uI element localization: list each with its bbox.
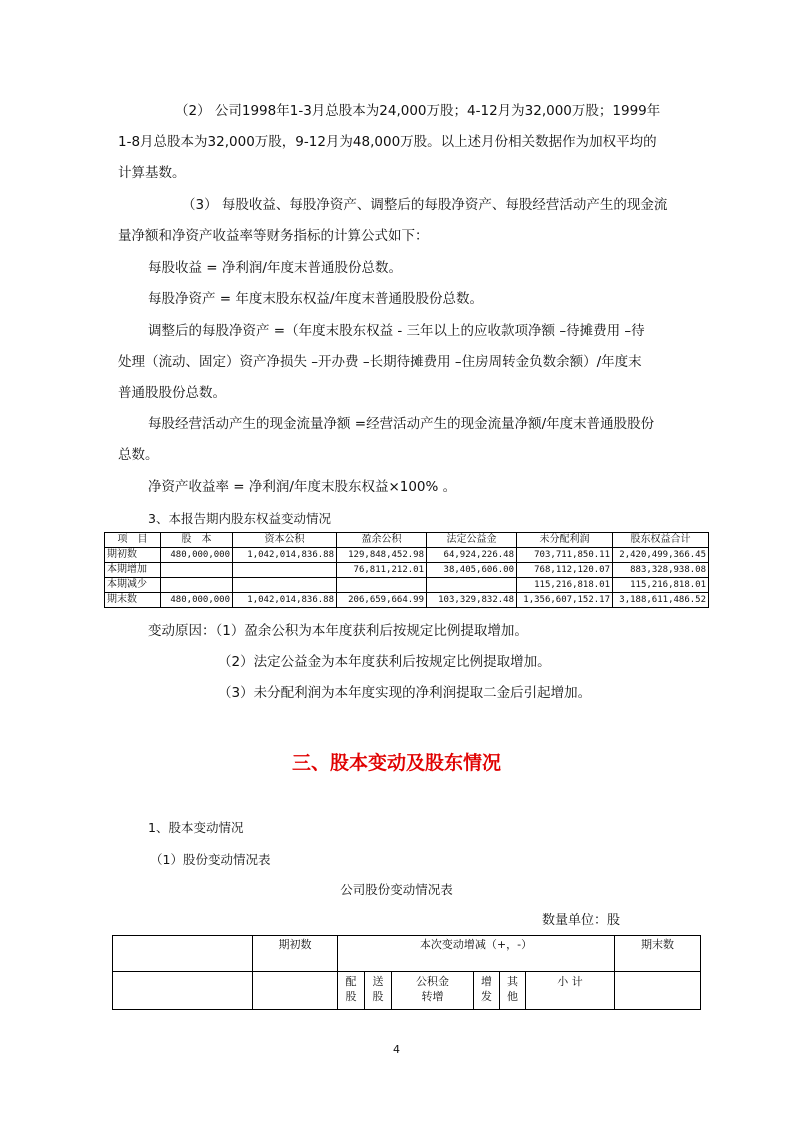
header-cell: 法定公益金 — [427, 533, 517, 548]
table-header-row — [105, 533, 709, 548]
subsection-table-label: （1）股份变动情况表 — [150, 852, 271, 867]
row-label: 期初数 — [105, 548, 161, 563]
formula-cashflow-2: 总数。 — [118, 447, 159, 463]
table-cell: 76,811,212.01 — [337, 563, 427, 578]
subheader-cell-empty — [113, 972, 253, 1010]
formula-roe: 净资产收益率 = 净利润/年度末股东权益×100% 。 — [148, 479, 457, 495]
table-cell: 115,216,818.01 — [613, 578, 709, 593]
section-heading: 三、股本变动及股东情况 — [291, 752, 501, 774]
table-cell: 1,356,607,152.17 — [517, 593, 613, 608]
formula-cashflow-1: 每股经营活动产生的现金流量净额 =经营活动产生的现金流量净额/年度末普通股股份 — [148, 416, 655, 432]
header-change: 本次变动增减（+，-） — [338, 936, 615, 972]
formula-adj-nav-3: 普通股股份总数。 — [118, 385, 226, 401]
table-cell — [161, 578, 233, 593]
reason-3: （3）未分配利润为本年度实现的净利润提取二金后引起增加。 — [218, 685, 592, 701]
table-cell — [161, 563, 233, 578]
subheader-songgu: 送 股 — [365, 972, 392, 1010]
table-row — [105, 593, 709, 608]
row-label: 本期增加 — [105, 563, 161, 578]
subheader-gongjijin: 公积金 转增 — [392, 972, 474, 1010]
subsection-title: 1、股本变动情况 — [148, 820, 244, 835]
header-cell: 股东权益合计 — [613, 533, 709, 548]
equity-change-table — [104, 532, 709, 608]
table-cell: 480,000,000 — [161, 548, 233, 563]
table-cell: 64,924,226.48 — [427, 548, 517, 563]
share-change-table — [112, 935, 701, 1010]
formula-nav: 每股净资产 = 年度末股东权益/年度末普通股股份总数。 — [148, 291, 483, 307]
table-cell: 768,112,120.07 — [517, 563, 613, 578]
header-begin: 期初数 — [253, 936, 338, 972]
table-cell: 38,405,606.00 — [427, 563, 517, 578]
para-share-base-3: 计算基数。 — [118, 165, 186, 181]
page-number: 4 — [393, 1043, 400, 1056]
table-cell: 703,711,850.11 — [517, 548, 613, 563]
header-cell: 盈余公积 — [337, 533, 427, 548]
table-cell: 206,659,664.99 — [337, 593, 427, 608]
subheader-cell-empty — [615, 972, 701, 1010]
table-cell — [427, 578, 517, 593]
header-end: 期末数 — [615, 936, 701, 972]
table-cell — [233, 578, 337, 593]
subheader-subtotal: 小 计 — [526, 972, 615, 1010]
table-cell: 115,216,818.01 — [517, 578, 613, 593]
subheader-peigu: 配 股 — [338, 972, 365, 1010]
subheader-other: 其 他 — [500, 972, 526, 1010]
header-cell: 资本公积 — [233, 533, 337, 548]
formula-adj-nav-1: 调整后的每股净资产 =（年度末股东权益 - 三年以上的应收款项净额 –待摊费用 –待 — [148, 323, 645, 339]
table-row — [105, 578, 709, 593]
table-cell — [233, 563, 337, 578]
table-cell: 883,328,938.08 — [613, 563, 709, 578]
reason-1: 变动原因：（1）盈余公积为本年度获利后按规定比例提取增加。 — [148, 623, 528, 639]
table-cell: 2,420,499,366.45 — [613, 548, 709, 563]
table-title: 公司股份变动情况表 — [340, 882, 453, 897]
table-subheader-row — [113, 972, 701, 1010]
subheader-cell-empty — [253, 972, 338, 1010]
header-cell: 项 目 — [105, 533, 161, 548]
para-formula-intro-1: （3） 每股收益、每股净资产、调整后的每股净资产、每股经营活动产生的现金流 — [182, 197, 668, 213]
subheader-zengfa: 增 发 — [474, 972, 500, 1010]
table-cell: 3,188,611,486.52 — [613, 593, 709, 608]
table-cell — [337, 578, 427, 593]
table-cell: 103,329,832.48 — [427, 593, 517, 608]
para-formula-intro-2: 量净额和净资产收益率等财务指标的计算公式如下： — [118, 228, 429, 244]
table-cell: 1,042,014,836.88 — [233, 593, 337, 608]
header-cell: 未分配利润 — [517, 533, 613, 548]
header-cell: 股 本 — [161, 533, 233, 548]
table-cell: 480,000,000 — [161, 593, 233, 608]
row-label: 本期减少 — [105, 578, 161, 593]
para-share-base-2: 1-8月总股本为32,000万股，9-12月为48,000万股。以上述月份相关数据作为加权平均的 — [118, 134, 657, 150]
table-header-row — [113, 936, 701, 972]
formula-adj-nav-2: 处理（流动、固定）资产净损失 –开办费 –长期待摊费用 –住房周转金负数余额）/年度末 — [118, 354, 642, 370]
para-share-base-1: （2） 公司1998年1-3月总股本为24,000万股；4-12月为32,000万股；1999年 — [175, 103, 661, 119]
table-cell: 129,848,452.98 — [337, 548, 427, 563]
header-cell-empty — [113, 936, 253, 972]
reason-2: （2）法定公益金为本年度获利后按规定比例提取增加。 — [218, 654, 551, 670]
table-row — [105, 548, 709, 563]
formula-eps: 每股收益 = 净利润/年度末普通股份总数。 — [148, 260, 402, 276]
section-3-title: 3、本报告期内股东权益变动情况 — [148, 511, 331, 526]
row-label: 期末数 — [105, 593, 161, 608]
table-cell: 1,042,014,836.88 — [233, 548, 337, 563]
unit-label: 数量单位：股 — [542, 913, 621, 928]
table-row — [105, 563, 709, 578]
